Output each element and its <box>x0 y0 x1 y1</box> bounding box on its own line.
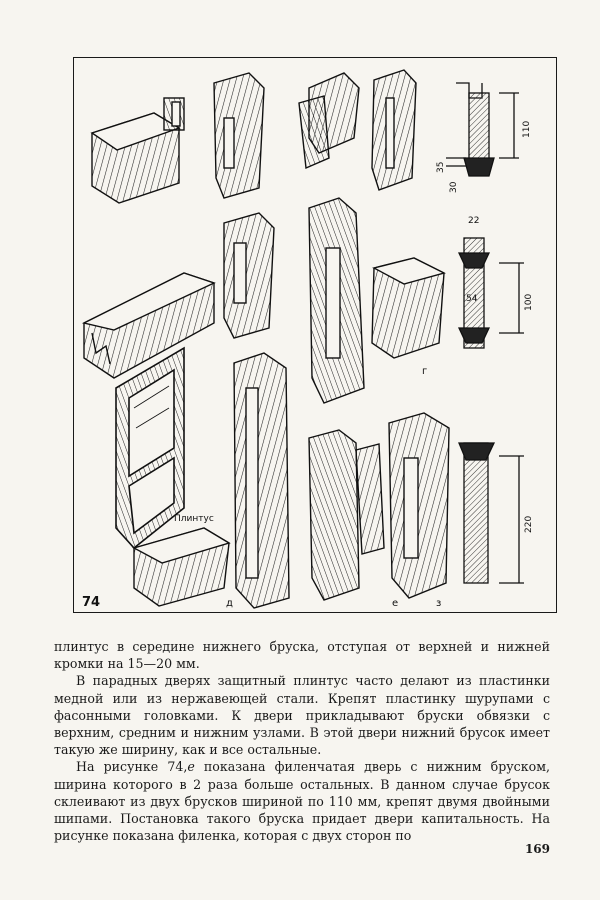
section-mid <box>459 238 524 348</box>
dim-top-small-a: 35 <box>436 161 446 173</box>
dim-bottom-height: 220 <box>524 515 534 533</box>
joint-bottom-3 <box>309 430 384 600</box>
body-text <box>54 638 550 844</box>
dim-top-small-b: 30 <box>449 181 459 193</box>
paragraph-3-rest: показана филенчатая дверь с нижним бруском, ширина которого в 2 раза больше остальных. В данном случае брусок склеивают из двух брусков шириной по 110 мм, крепят двумя двойными шипами. Постановка такого бруска придает двери капитальность. На рисунке показана филенка, которая с двух сторон по <box>54 759 550 844</box>
joint-mid-4 <box>372 258 444 358</box>
joint-top-2 <box>214 73 264 198</box>
joint-top-4 <box>372 70 416 190</box>
paragraph-1: плинтус в середине нижнего бруска, отступая от верхней и нижней кромки на 15—20 мм. <box>54 639 550 672</box>
joint-top-3 <box>299 73 359 168</box>
joint-top-1 <box>92 98 184 203</box>
figure-74 <box>73 57 557 613</box>
dim-top-height: 110 <box>522 120 532 138</box>
dim-mid-top: 22 <box>468 216 480 226</box>
panel-label-d: д <box>226 598 233 609</box>
joint-mid-3 <box>309 198 364 403</box>
joint-mid-1 <box>84 273 214 378</box>
page-number: 169 <box>524 842 550 856</box>
section-bottom <box>459 443 524 583</box>
panel-label-z: з <box>436 598 442 609</box>
figure-number: 74 <box>82 595 101 610</box>
plinth-callout: Плинтус <box>174 514 214 524</box>
panel-label-g: г <box>422 366 428 377</box>
joinery-illustration <box>74 58 558 614</box>
joint-bottom-2 <box>234 353 289 608</box>
paragraph-3 <box>54 758 550 844</box>
paragraph-3-start: На рисунке 74, <box>76 759 188 775</box>
figure-reference: е <box>187 759 195 775</box>
panel-label-e: е <box>392 598 399 609</box>
joint-mid-2 <box>224 213 274 338</box>
dim-mid-height: 100 <box>524 293 534 311</box>
paragraph-2: В парадных дверях защитный плинтус часто делают из пластинки медной или из нержавеющей стали. Крепят пластинку шурупами с фасонными головками. К двери прикладывают бруски обвязки с верхним, средним и нижним узлами. В этой двери нижний брусок имеет такую же ширину, как и все остальные. <box>54 673 550 758</box>
dim-mid-center: 54 <box>466 294 478 304</box>
joint-bottom-4 <box>389 413 449 598</box>
section-top <box>446 83 519 176</box>
joint-bottom-1 <box>134 528 229 606</box>
